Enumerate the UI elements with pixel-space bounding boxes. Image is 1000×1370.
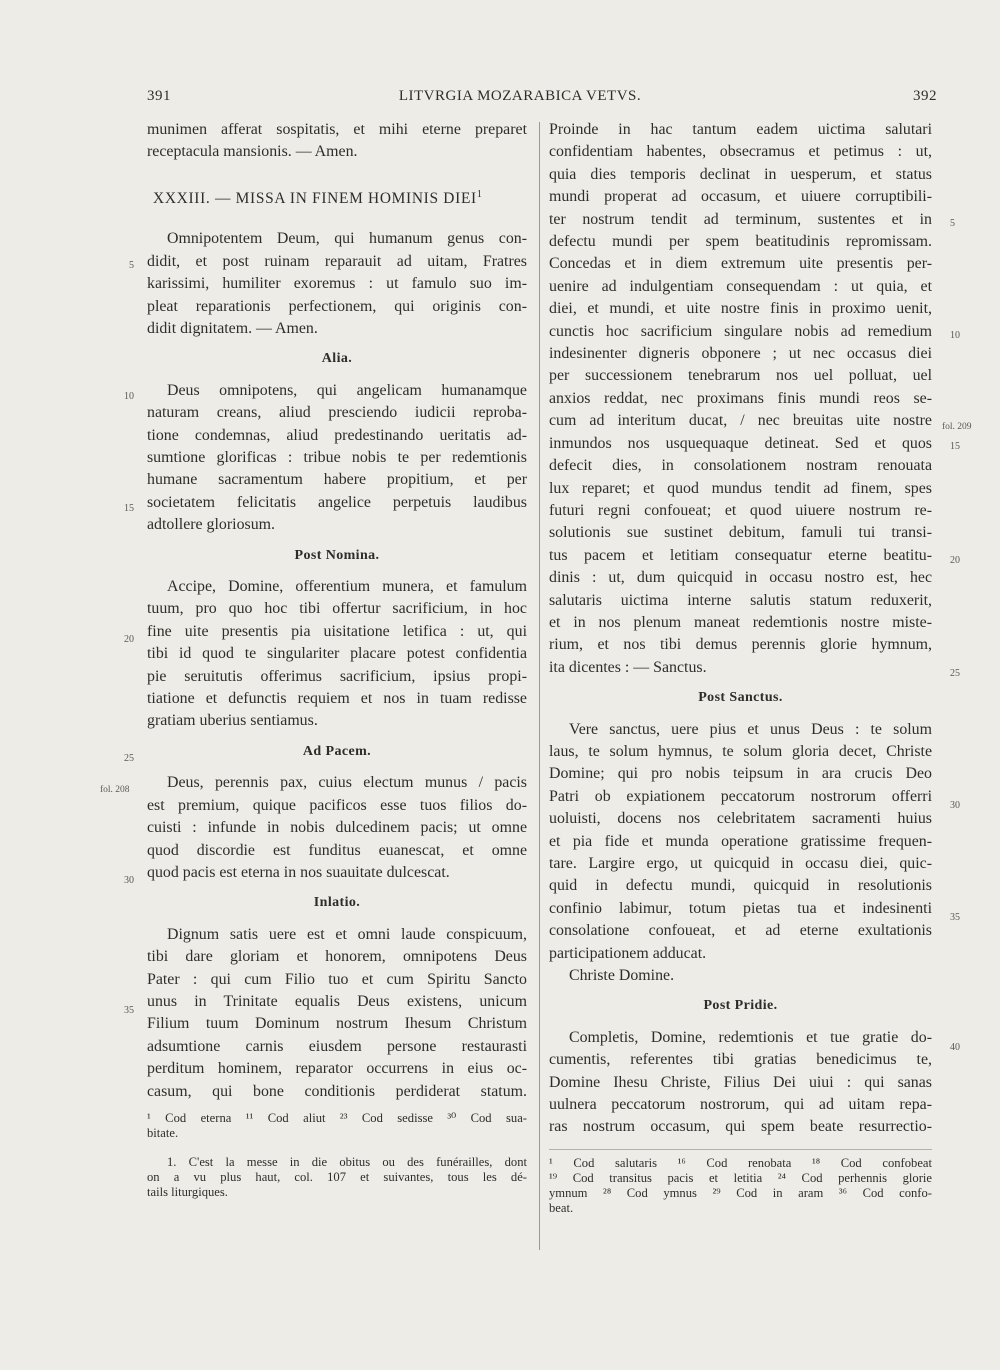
section-title-text: XXXIII. — MISSA IN FINEM HOMINIS DIEI	[153, 189, 477, 207]
line-number: 35	[124, 1005, 134, 1016]
line-number: 10	[124, 391, 134, 402]
text-line: karissimi, humiliter exoremus : ut famulo suo im-	[147, 275, 527, 293]
text-line: tuum, pro quo hoc tibi offertur sacrificium, in hoc	[147, 600, 527, 618]
text-line: fine uite presentis pia uisitatione letifica : ut, qui	[147, 622, 527, 640]
text-line: didit, et post ruinam reparauit ad uitam, Fratres	[147, 252, 527, 270]
text-line: tus pacem et letitiam consequatur eterne beatitu-	[549, 546, 932, 564]
text-line: confidentiam habentes, obsecramus et petimus : ut,	[549, 143, 932, 161]
text-line: diei, et mundi, et uite nostre finis in proximo uenit,	[549, 300, 932, 318]
heading-inlatio: Inlatio.	[313, 895, 361, 911]
text-line: uoluisti, docens nos celebritatem sacramenti huius	[549, 810, 932, 828]
note-line: ¹ Cod eterna ¹¹ Cod aliut ²³ Cod sedisse ³⁰ Cod sua-	[147, 1110, 527, 1125]
text-line: perditum hominem, reparator occurrens in eius oc-	[147, 1060, 527, 1078]
note-line: beat.	[549, 1200, 574, 1215]
prayer-ad-pacem	[147, 772, 527, 884]
text-line: unus in Trinitate equalis Deus existens, unicum	[147, 992, 527, 1010]
text-line: sumtione glorificas : tribue nobis te per redemtionis	[147, 449, 527, 466]
text-line: futuri regni confoueat; et quod uiuere nostrum re-	[549, 501, 932, 519]
text-line: defectu mundi per spem beatitudinis repromissam.	[549, 233, 932, 251]
prayer-post-nomina	[147, 576, 527, 733]
text-line: ras nostrum occasum, qui spem beate resurrectio-	[549, 1118, 932, 1136]
text-line: Proinde in hac tantum eadem uictima salutari	[549, 121, 932, 138]
line-number: 40	[950, 1042, 960, 1053]
text-line: quod discordie est funditus euanescat, et omne	[147, 841, 527, 859]
text-line: Patri ob expiationem peccatorum nostrorum offerri	[549, 787, 932, 805]
text-line: tibi id quod te singulariter placare potest confidentia	[147, 645, 527, 663]
text-line: tiatione et defunctis requiem et nos in tuam redisse	[147, 690, 527, 708]
text-line: adsumtione carnis eiusdem persone restaurasti	[147, 1037, 527, 1055]
text-line: indesinenter digneris obponere ; ut nec occasus diei	[549, 345, 932, 363]
text-line: uenire ad indulgentiam consequendam : ut quia, et	[549, 277, 932, 295]
heading-post-sanctus: Post Sanctus.	[698, 690, 783, 706]
text-line: solutionis sue sustinet debitum, famuli tui transi-	[549, 524, 932, 542]
prayer-omnipotentem	[147, 228, 527, 340]
text-line: defecit dies, in consolationem nostram renouata	[549, 457, 932, 475]
text-line: Accipe, Domine, offerentium munera, et famulum	[167, 578, 527, 596]
text-line: Deus omnipotens, qui angelicam humanamque	[167, 381, 527, 399]
text-line: naturam creans, aliud presciendo iudicii reproba-	[147, 404, 527, 422]
running-title: LITVRGIA MOZARABICA VETVS.	[398, 88, 642, 104]
text-line: Pater : qui cum Filio tuo et cum Spiritu Sancto	[147, 970, 527, 988]
text-line: tibi dare gloriam et honorem, omnipotens Deus	[147, 948, 527, 966]
text-line: didit dignitatem. — Amen.	[147, 319, 318, 337]
text-line: et pia fide et munda operatione gratissime frequen-	[549, 832, 932, 850]
text-line: laus, te solum hymnus, te solum gloria decet, Christe	[549, 742, 932, 760]
text-line: per successionem tenebrarum nos uel polluat, uel	[549, 367, 932, 385]
text-line: Completis, Domine, redemtionis et tue gratie do-	[569, 1028, 932, 1046]
text-line: casum, qui bone conditionis perdiderat statum.	[147, 1082, 527, 1100]
variant-notes	[549, 1156, 932, 1216]
text-line: lux reparet; et quod mundus tendit ad finem, spes	[549, 479, 932, 497]
text-line: est premium, quique pacificos esse tuos filios do-	[147, 796, 527, 814]
text-line: societatem felicitatis angelice perpetuis laudibus	[147, 493, 527, 511]
page-number-left: 391	[147, 88, 171, 104]
line-number: 15	[950, 441, 960, 452]
text-line: munimen afferat sospitatis, et mihi eterne preparet	[147, 121, 527, 138]
text-line: inmundos nos usquequaque detineat. Sed et quos	[549, 434, 932, 452]
note-line: ¹⁹ Cod transitus pacis et letitia ²⁴ Cod perhennis glorie	[549, 1170, 932, 1185]
line-number: 25	[124, 753, 134, 764]
text-line: salutaris uictima interne salutis statum reduxerit,	[549, 591, 932, 609]
right-column	[549, 119, 932, 1216]
line-number: 15	[124, 503, 134, 514]
footnote-rule	[549, 1149, 932, 1150]
footnote-marker: 1	[476, 188, 483, 200]
prayer-alia	[147, 380, 527, 537]
text-line: ter nostrum tendit ad terminum, sustentes et in	[549, 210, 932, 228]
text-line: Vere sanctus, uere pius et unus Deus : te solum	[569, 720, 932, 738]
line-number: 35	[950, 912, 960, 923]
heading-post-nomina: Post Nomina.	[294, 547, 380, 563]
text-line: quod pacis est eterna in nos suauitate dulcescat.	[147, 863, 450, 881]
footnote	[147, 1155, 527, 1200]
left-column	[147, 119, 527, 1200]
text-line: mundi properat ad occasum, et uiuere corruptibili-	[549, 188, 932, 206]
text-line: humane sacramentum habere propitium, et per	[147, 471, 527, 489]
line-number: 20	[124, 634, 134, 645]
text-line: uulnera peccatorum nostrorum, qui ad uitam repa-	[549, 1096, 932, 1114]
text-line: consolatione confoueat, et ad eterne exultationis	[549, 922, 932, 940]
note-line: bitate.	[147, 1125, 179, 1140]
text-line: confinio labimur, totum pietas tua et indesinenti	[549, 899, 932, 917]
page-number-right: 392	[913, 88, 937, 104]
line-number: 10	[950, 330, 960, 341]
heading-post-pridie: Post Pridie.	[703, 998, 778, 1014]
section-title	[153, 184, 527, 211]
folio-marker: fol. 208	[100, 785, 130, 795]
note-line: tails liturgiques.	[147, 1184, 228, 1199]
line-number: 5	[950, 218, 955, 229]
prayer-post-pridie	[549, 1027, 932, 1139]
text-line: et in nos plenum maneat redemtionis nostre miste-	[549, 613, 932, 631]
text-line: Concedas et in diem extremum uite presentis per-	[549, 255, 932, 273]
line-number: 20	[950, 555, 960, 566]
text-line: tione condemnas, aliud predestinando ueritatis ad-	[147, 426, 527, 444]
text-line: Omnipotentem Deum, qui humanum genus con-	[167, 230, 527, 248]
text-line: anxios reddat, nec proximans finis mundi reos se-	[549, 389, 932, 407]
line-number: 30	[950, 800, 960, 811]
text-line: dinis : ut, dum quicquid in occasu nostro est, hec	[549, 569, 932, 587]
prayer-continuation	[549, 119, 932, 679]
prayer-post-sanctus	[549, 719, 932, 988]
text-line: cuisti : infunde in nobis dulcedinem pacis; ut omne	[147, 819, 527, 837]
text-line: rium, et nos tibi demus perennis glorie hymnum,	[549, 636, 932, 654]
text-line: cumentis, referentes tibi gratias benedicimus te,	[549, 1051, 932, 1069]
line-number: 25	[950, 668, 960, 679]
text-line: adtollere gloriosum.	[147, 516, 275, 534]
note-line: 1. C'est la messe in die obitus ou des funérailles, dont	[167, 1154, 527, 1169]
line-number: 5	[129, 260, 134, 271]
heading-ad-pacem: Ad Pacem.	[302, 743, 372, 759]
text-line: Domine; qui pro nobis teipsum in ara crucis Deo	[549, 765, 932, 783]
text-line: Deus, perennis pax, cuius electum munus / pacis	[167, 774, 527, 792]
text-line: ita dicentes : — Sanctus.	[549, 658, 707, 676]
text-line: tare. Largire ergo, ut quicquid in occasu diei, quic-	[549, 855, 932, 872]
column-divider	[539, 122, 540, 1250]
note-line: ymnum ²⁸ Cod ymnus ²⁹ Cod in aram ³⁶ Cod confo-	[549, 1185, 932, 1200]
text-line: quia dies temporis declinat in uesperum, et status	[549, 165, 932, 183]
text-line: Domine Ihesu Christe, Filius Dei uiui : qui sanas	[549, 1073, 932, 1091]
prayer-inlatio	[147, 924, 527, 1103]
text-line: cum ad interitum ducat, / nec breuitas uite nostre	[549, 412, 932, 430]
text-line: Dignum satis uere est et omni laude conspicuum,	[167, 925, 527, 943]
text-line: cunctis hoc sacrificium singulare nobis ad remedium	[549, 322, 932, 340]
variant-notes	[147, 1111, 527, 1141]
folio-marker: fol. 209	[942, 422, 972, 432]
heading-alia: Alia.	[321, 351, 353, 367]
text-line: participationem adducat.	[549, 944, 707, 962]
text-line: gratiam uberius sentiamus.	[147, 712, 318, 730]
text-line: Filium tuum Dominum nostrum Ihesum Christum	[147, 1015, 527, 1033]
text-line: receptacula mansionis. — Amen.	[147, 143, 358, 161]
text-line: Christe Domine.	[569, 967, 675, 985]
note-line: ¹ Cod salutaris ¹⁶ Cod renobata ¹⁸ Cod confobeat	[549, 1155, 932, 1170]
text-line: pie seruitutis offerimus sacrificium, ipsius propi-	[147, 667, 527, 685]
line-number: 30	[124, 875, 134, 886]
text-line: pleat reparationis perfectionem, qui originis con-	[147, 297, 527, 315]
note-line: on a vu plus haut, col. 107 et suivantes, tous les dé-	[147, 1169, 527, 1184]
text-line: quid in defectu mundi, quicquid in resolutionis	[549, 877, 932, 895]
